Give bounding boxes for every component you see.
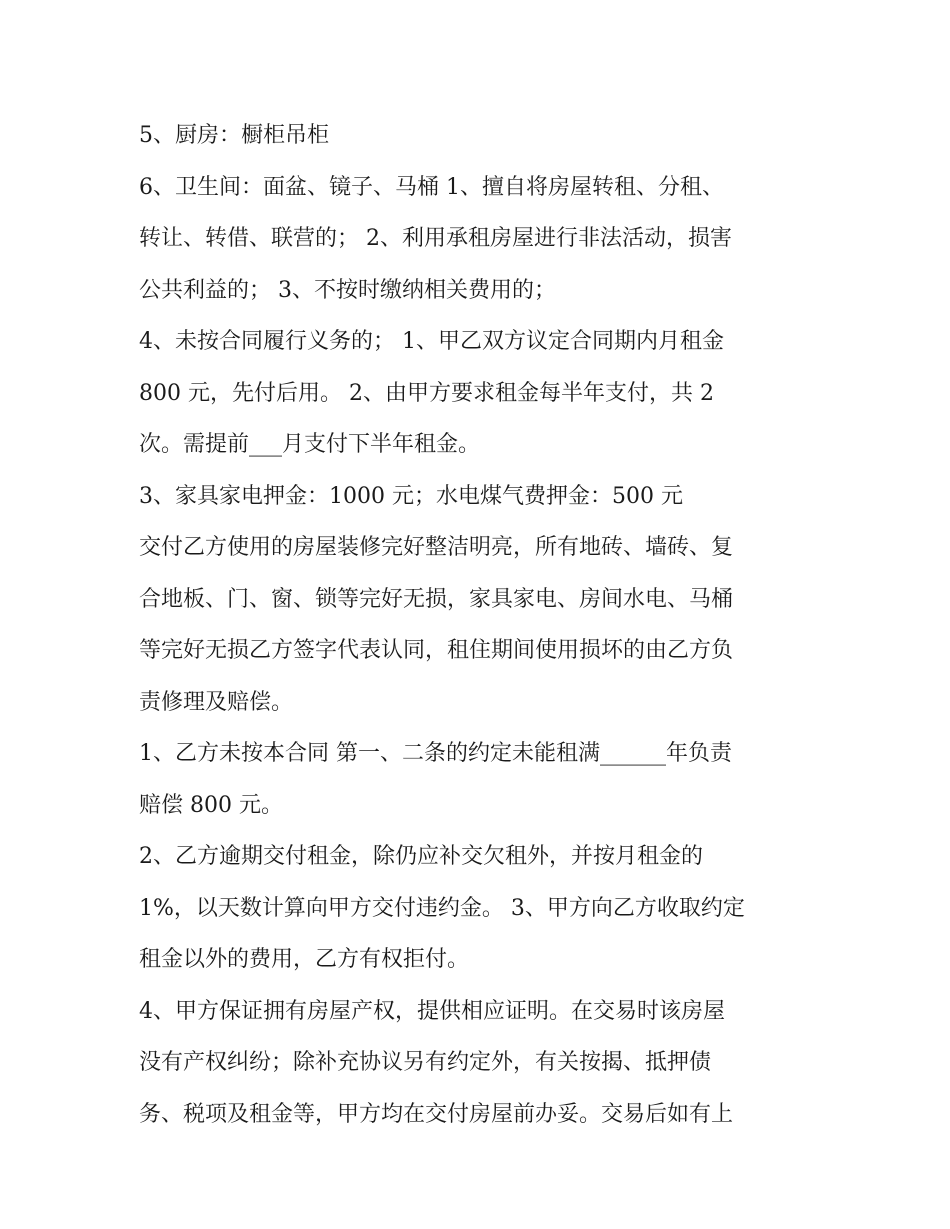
text-line: 等完好无损乙方签字代表认同，租住期间使用损坏的由乙方负 <box>139 638 734 663</box>
text-line: 4、未按合同履行义务的； 1、甲乙双方议定合同期内月租金 <box>139 329 724 354</box>
text-line: 交付乙方使用的房屋装修完好整洁明亮，所有地砖、墙砖、复 <box>139 535 734 560</box>
text-line: 4、甲方保证拥有房屋产权，提供相应证明。在交易时该房屋 <box>139 998 725 1024</box>
text-line: 800 元，先付后用。 2、由甲方要求租金每半年支付，共 2 <box>139 380 714 406</box>
text-line: 合地板、门、窗、锁等完好无损，家具家电、房间水电、马桶 <box>139 586 734 612</box>
text-line: 没有产权纠纷；除补充协议另有约定外，有关按揭、抵押债 <box>139 1050 712 1075</box>
contract-text <box>139 110 819 1140</box>
text-line: 责修理及赔偿。 <box>139 689 294 715</box>
text-line: 务、税项及租金等，甲方均在交付房屋前办妥。交易后如有上 <box>139 1101 734 1127</box>
text-line: 赔偿 800 元。 <box>139 792 283 818</box>
text-line: 转让、转借、联营的； 2、利用承租房屋进行非法活动，损害 <box>139 226 732 251</box>
text-line: 次。需提前___月支付下半年租金。 <box>139 432 481 457</box>
text-line: 6、卫生间：面盆、镜子、马桶 1、擅自将房屋转租、分租、 <box>139 174 724 200</box>
text-line: 5、厨房：橱柜吊柜 <box>139 123 329 148</box>
text-line: 3、家具家电押金：1000 元；水电煤气费押金：500 元 <box>139 483 683 509</box>
text-line: 公共利益的； 3、不按时缴纳相关费用的； <box>139 277 556 303</box>
text-line: 1%，以天数计算向甲方交付违约金。 3、甲方向乙方收取约定 <box>139 895 745 921</box>
text-line: 租金以外的费用，乙方有权拒付。 <box>139 947 470 972</box>
text-line: 1、乙方未按本合同 第一、二条的约定未能租满______年负责 <box>139 741 732 766</box>
text-line: 2、乙方逾期交付租金，除仍应补交欠租外，并按月租金的 <box>139 844 703 869</box>
